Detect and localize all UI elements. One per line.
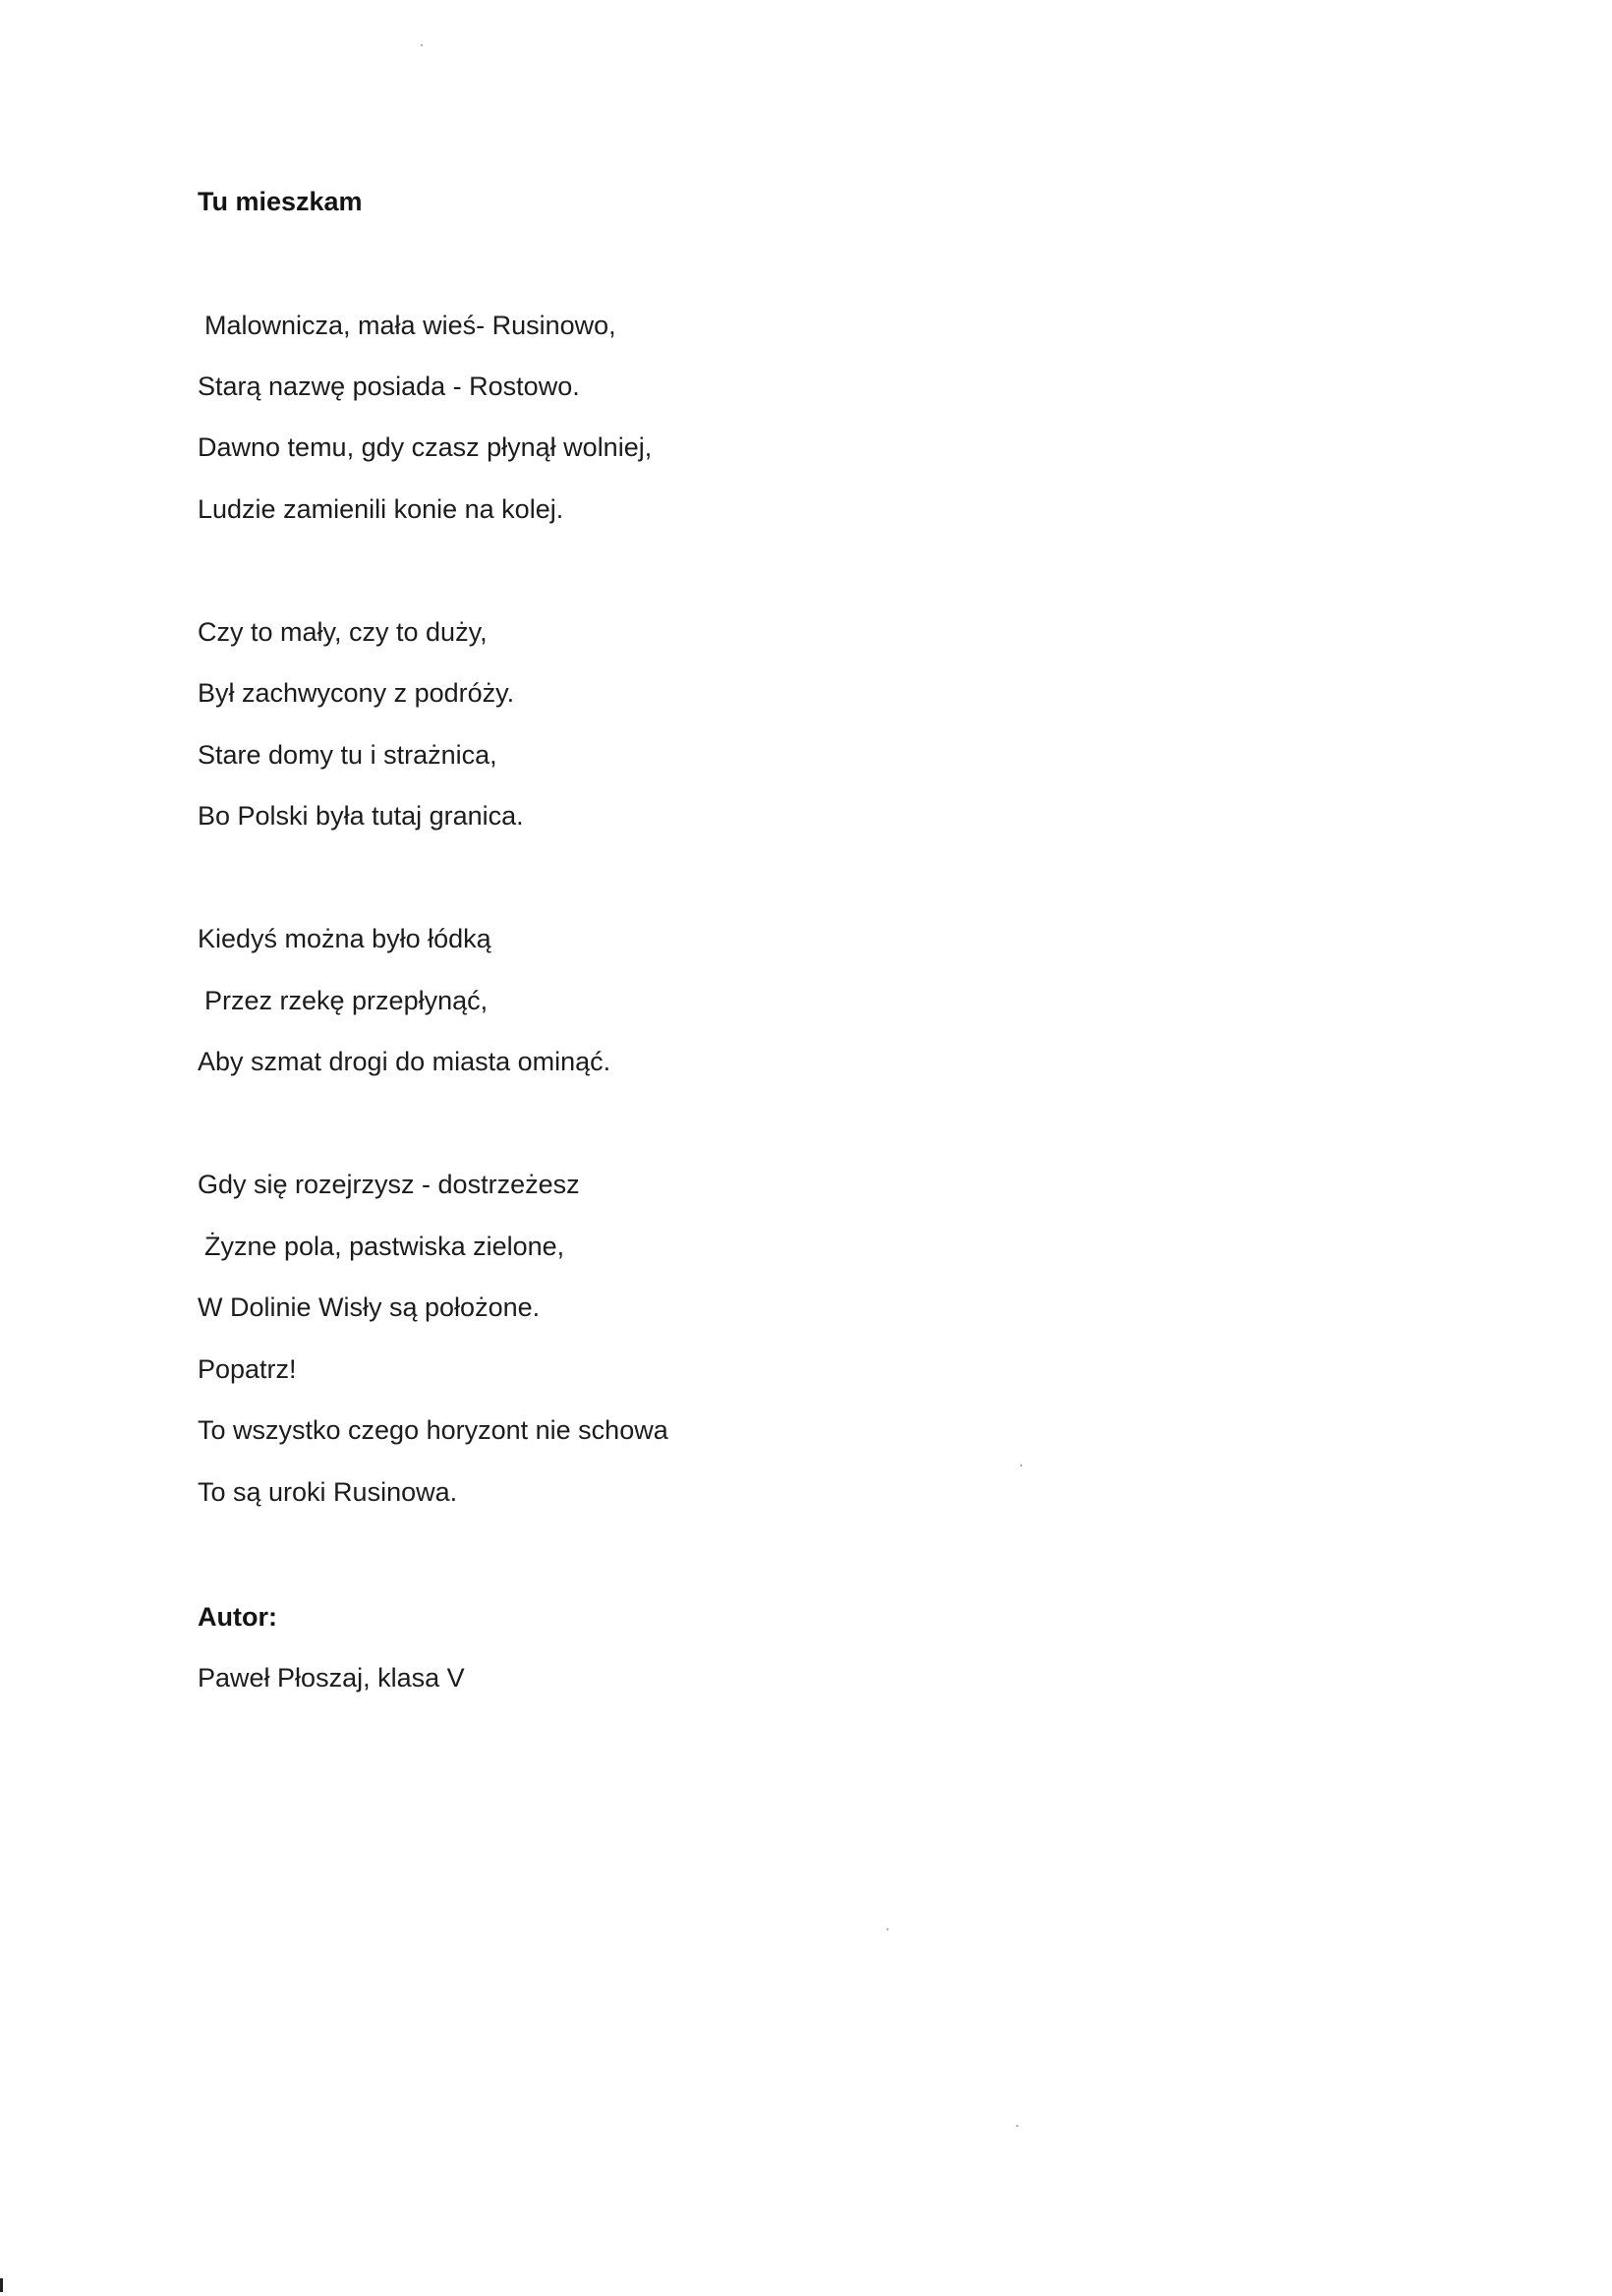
poem-line: Malownicza, mała wieś- Rusinowo, [204, 311, 616, 340]
poem-line: Kiedyś można było łódką [198, 924, 491, 953]
poem-line: Żyzne pola, pastwiska zielone, [204, 1232, 565, 1261]
poem-line: Aby szmat drogi do miasta ominąć. [198, 1047, 611, 1076]
poem-title: Tu mieszkam [198, 187, 363, 216]
author-name: Paweł Płoszaj, klasa V [198, 1663, 465, 1693]
poem-line: Czy to mały, czy to duży, [198, 617, 488, 647]
poem-line: Przez rzekę przepłynąć, [204, 986, 489, 1015]
poem-line: Ludzie zamienili konie na kolej. [198, 494, 564, 524]
poem-line: Był zachwycony z podróży. [198, 678, 515, 708]
scan-speck [421, 44, 423, 46]
scan-edge-mark [0, 2278, 3, 2292]
poem-line: To są uroki Rusinowa. [198, 1477, 458, 1507]
author-label: Autor: [198, 1602, 277, 1632]
poem-line: To wszystko czego horyzont nie schowa [198, 1415, 668, 1445]
poem-line: Popatrz! [198, 1354, 297, 1384]
poem-line: Bo Polski była tutaj granica. [198, 801, 524, 831]
poem-line: Stare domy tu i strażnica, [198, 740, 497, 770]
scan-speck [1020, 1464, 1022, 1466]
poem-line: Gdy się rozejrzysz - dostrzeżesz [198, 1170, 580, 1199]
scan-speck [1016, 2125, 1018, 2127]
poem-line: Dawno temu, gdy czasz płynął wolniej, [198, 432, 653, 462]
poem-line: Starą nazwę posiada - Rostowo. [198, 372, 580, 401]
poem-line: W Dolinie Wisły są położone. [198, 1292, 541, 1322]
scan-speck [887, 1928, 889, 1930]
